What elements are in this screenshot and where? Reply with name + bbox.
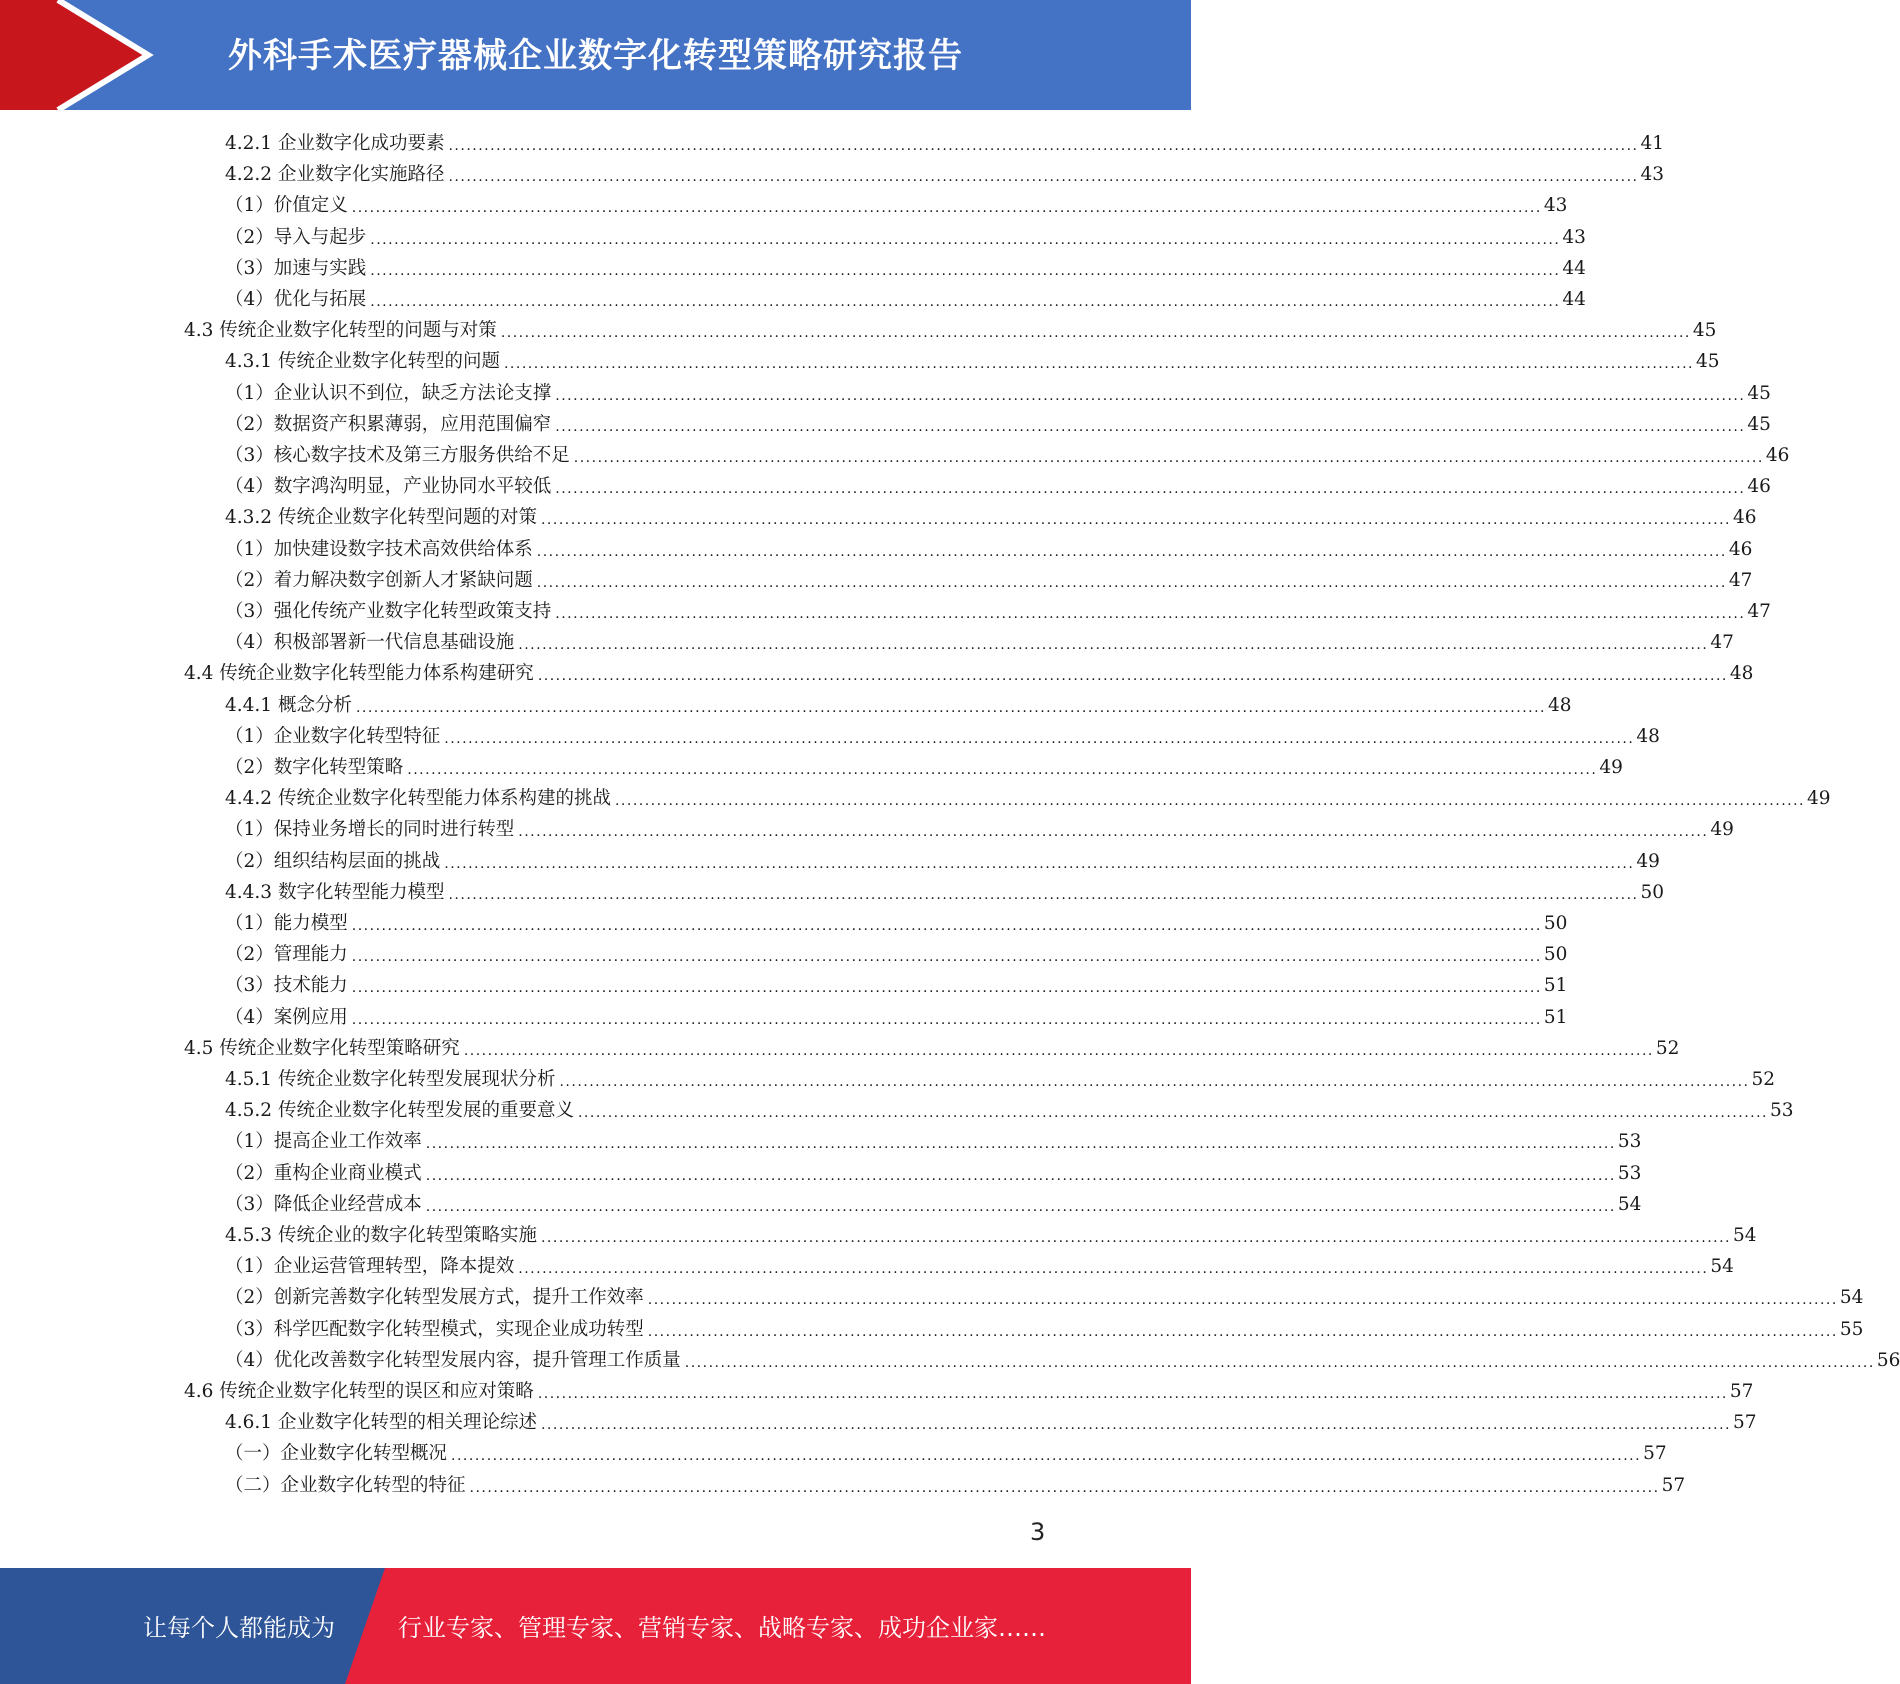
toc-entry-label: （1）价值定义 [225,195,348,217]
toc-entry[interactable] [225,970,1568,1001]
toc-dot-leader: ........................................................................................................................................................................................................ [518,824,1709,841]
toc-entry-label: （4）案例应用 [225,1006,348,1028]
toc-dot-leader: ........................................................................................................................................................................................................ [355,699,1546,716]
toc-dot-leader: ........................................................................................................................................................................................................ [540,1417,1732,1434]
toc-dot-leader: ........................................................................................................................................................................................................ [540,512,1732,529]
toc-entry-label: （2）数字化转型策略 [225,757,404,778]
toc-entry-label: （4）优化改善数字化转型发展内容，提升管理工作质量 [225,1349,681,1371]
toc-entry-label: 4.3 传统企业数字化转型的问题与对策 [184,320,497,342]
toc-entry-page: 45 [1747,382,1771,404]
toc-entry[interactable] [225,284,1586,315]
toc-entry-page: 43 [1640,164,1665,186]
toc-dot-leader: ........................................................................................................................................................................................................ [407,762,1598,778]
toc-entry-label: （1）企业数字化转型特征 [225,725,441,747]
toc-entry-label: （3）科学匹配数字化转型模式，实现企业成功转型 [225,1318,644,1340]
toc-entry-label: （2）着力解决数字创新人才紧缺问题 [225,569,533,591]
toc-entry-label: （一）企业数字化转型概况 [225,1443,448,1465]
toc-entry-page: 53 [1617,1131,1642,1153]
toc-entry-page: 46 [1728,538,1753,560]
toc-entry-label: （2）重构企业商业模式 [225,1162,422,1184]
toc-dot-leader: ........................................................................................................................................................................................................ [536,543,1727,560]
toc-dot-leader: ........................................................................................................................................................................................................ [351,200,1542,217]
toc-entry-label: （1）企业运营管理转型，降本提效 [225,1256,515,1278]
toc-entry-page: 53 [1770,1100,1794,1122]
toc-entry[interactable] [225,721,1660,752]
toc-entry-label: （1）企业认识不到位，缺乏方法论支撑 [225,382,552,404]
toc-dot-leader: ........................................................................................................................................................................................................ [448,886,1639,903]
toc-entry-label: 4.4 传统企业数字化转型能力体系构建研究 [184,663,534,685]
toc-dot-leader: ........................................................................................................................................................................................................ [425,1198,1616,1215]
toc-dot-leader: ........................................................................................................................................................................................................ [573,450,1764,466]
toc-entry-page: 48 [1548,694,1572,716]
toc-dot-leader: ........................................................................................................................................................................................................ [614,793,1806,810]
toc-entry[interactable] [225,814,1734,845]
toc-dot-leader: ........................................................................................................................................................................................................ [647,1323,1838,1340]
toc-entry[interactable] [225,1345,1900,1376]
toc-entry[interactable] [225,752,1623,783]
toc-entry[interactable] [225,222,1586,253]
toc-entry-label: （4）积极部署新一代信息基础设施 [225,632,515,654]
toc-entry-page: 46 [1765,445,1790,466]
toc-entry-page: 50 [1543,944,1568,966]
toc-dot-leader: ........................................................................................................................................................................................................ [370,294,1561,310]
toc-entry-label: （3）降低企业经营成本 [225,1193,422,1215]
toc-entry[interactable] [225,253,1586,284]
toc-dot-leader: ........................................................................................................................................................................................................ [536,574,1727,591]
toc-entry[interactable] [225,502,1757,533]
toc-entry-page: 57 [1643,1443,1667,1465]
toc-entry-label: 4.4.1 概念分析 [225,694,352,716]
toc-entry-label: （2）管理能力 [225,944,348,966]
toc-entry-page: 47 [1728,569,1753,591]
toc-dot-leader: ........................................................................................................................................................................................................ [518,637,1709,654]
footer-slogan-left: 让每个人都能成为 [143,1614,335,1642]
toc-entry-page: 46 [1733,507,1757,529]
toc-entry-page: 48 [1636,725,1660,747]
toc-dot-leader: ........................................................................................................................................................................................................ [537,1386,1728,1402]
toc-entry-page: 45 [1747,413,1771,435]
toc-entry-page: 49 [1636,850,1660,872]
footer-slogan-right: 行业专家、管理专家、营销专家、战略专家、成功企业家…… [398,1614,1046,1642]
toc-entry-page: 51 [1543,1006,1568,1028]
toc-dot-leader: ........................................................................................................................................................................................................ [444,730,1635,747]
header-band [0,0,1191,110]
toc-dot-leader: ........................................................................................................................................................................................................ [559,1074,1750,1090]
toc-entry-page: 43 [1543,195,1568,217]
toc-dot-leader: ........................................................................................................................................................................................................ [351,1011,1542,1028]
toc-entry[interactable] [225,1438,1667,1469]
toc-entry[interactable] [225,1095,1794,1126]
toc-entry-page: 57 [1661,1474,1686,1496]
toc-entry-page: 48 [1729,663,1754,685]
toc-dot-leader: ........................................................................................................................................................................................................ [425,1167,1616,1184]
toc-dot-leader: ........................................................................................................................................................................................................ [425,1136,1616,1153]
toc-entry-label: （3）技术能力 [225,975,348,997]
toc-entry-label: 4.4.2 传统企业数字化转型能力体系构建的挑战 [225,788,611,810]
report-title: 外科手术医疗器械企业数字化转型策略研究报告 [228,36,963,76]
toc-entry-label: （3）核心数字技术及第三方服务供给不足 [225,445,570,466]
toc-dot-leader: ........................................................................................................................................................................................................ [518,1261,1709,1278]
toc-entry[interactable] [225,1220,1757,1251]
toc-dot-leader: ........................................................................................................................................................................................................ [370,231,1561,248]
toc-entry-page: 49 [1599,757,1623,778]
toc-entry[interactable] [225,908,1568,939]
toc-entry[interactable] [184,315,1717,346]
toc-entry-label: （2）导入与起步 [225,226,367,248]
toc-entry-label: 4.6.1 企业数字化转型的相关理论综述 [225,1412,537,1434]
toc-dot-leader: ........................................................................................................................................................................................................ [684,1354,1875,1371]
toc-entry-page: 56 [1876,1349,1900,1371]
toc-entry[interactable] [225,939,1568,970]
toc-entry-page: 49 [1710,819,1734,841]
toc-entry-page: 52 [1751,1069,1776,1090]
toc-dot-leader: ........................................................................................................................................................................................................ [577,1105,1769,1122]
toc-entry[interactable] [225,1282,1864,1313]
toc-entry[interactable] [225,1002,1568,1033]
toc-entry-label: 4.4.3 数字化转型能力模型 [225,881,445,903]
toc-dot-leader: ........................................................................................................................................................................................................ [463,1042,1654,1059]
toc-dot-leader: ........................................................................................................................................................................................................ [555,606,1746,622]
toc-entry-page: 46 [1747,476,1771,498]
toc-entry-label: （3）强化传统产业数字化转型政策支持 [225,601,552,622]
toc-entry[interactable] [225,1158,1642,1189]
toc-entry[interactable] [184,1376,1754,1407]
toc-entry-label: 4.6 传统企业数字化转型的误区和应对策略 [184,1381,534,1402]
page-number: 3 [1030,1518,1046,1546]
toc-entry[interactable] [225,627,1734,658]
toc-dot-leader: ........................................................................................................................................................................................................ [370,262,1561,279]
toc-entry-label: （1）提高企业工作效率 [225,1131,422,1153]
toc-entry-page: 52 [1655,1037,1680,1059]
toc-entry-page: 43 [1562,226,1586,248]
toc-entry[interactable] [225,1407,1757,1438]
toc-entry[interactable] [225,690,1572,721]
toc-entry-label: 4.3.1 传统企业数字化转型的问题 [225,351,500,373]
toc-entry-page: 45 [1696,351,1720,373]
toc-entry-label: 4.5.3 传统企业的数字化转型策略实施 [225,1225,537,1246]
toc-entry[interactable] [225,783,1831,814]
toc-entry-label: （2）数据资产积累薄弱，应用范围偏窄 [225,413,552,435]
toc-entry-page: 47 [1747,601,1771,622]
toc-dot-leader: ........................................................................................................................................................................................................ [647,1292,1838,1309]
toc-dot-leader: ........................................................................................................................................................................................................ [555,418,1746,435]
toc-entry-label: （2）创新完善数字化转型发展方式，提升工作效率 [225,1287,644,1309]
toc-dot-leader: ........................................................................................................................................................................................................ [451,1448,1642,1465]
toc-entry[interactable] [225,159,1665,190]
toc-entry-label: （1）加快建设数字技术高效供给体系 [225,538,533,560]
toc-entry-page: 45 [1692,320,1717,342]
toc-entry-page: 47 [1710,632,1734,654]
toc-entry-label: 4.5.1 传统企业数字化转型发展现状分析 [225,1069,556,1090]
toc-entry-label: （二）企业数字化转型的特征 [225,1474,466,1496]
toc-entry[interactable] [225,1189,1642,1220]
toc-dot-leader: ........................................................................................................................................................................................................ [351,949,1542,966]
toc-entry[interactable] [225,565,1753,596]
toc-entry[interactable] [225,346,1720,377]
toc-entry-page: 54 [1617,1193,1642,1215]
toc-entry[interactable] [225,1314,1864,1345]
toc-entry-page: 44 [1562,257,1586,279]
toc-entry[interactable] [225,534,1753,565]
toc-dot-leader: ........................................................................................................................................................................................................ [555,387,1746,404]
toc-dot-leader: ........................................................................................................................................................................................................ [555,481,1746,498]
toc-entry-page: 54 [1710,1256,1734,1278]
toc-entry-label: （1）保持业务增长的同时进行转型 [225,819,515,841]
toc-entry[interactable] [225,409,1771,440]
toc-entry-page: 50 [1543,913,1568,934]
toc-entry[interactable] [225,1470,1686,1501]
toc-entry[interactable] [225,440,1790,471]
toc-dot-leader: ........................................................................................................................................................................................................ [503,356,1695,373]
toc-dot-leader: ........................................................................................................................................................................................................ [351,918,1542,934]
toc-entry-label: （3）加速与实践 [225,257,367,279]
toc-entry[interactable] [225,378,1771,409]
toc-entry-page: 53 [1617,1162,1642,1184]
toc-entry[interactable] [184,1033,1680,1064]
toc-entry-page: 54 [1733,1225,1757,1246]
toc-entry-label: （4）优化与拓展 [225,289,367,310]
toc-entry-page: 57 [1729,1381,1754,1402]
toc-entry[interactable] [225,1126,1642,1157]
toc-entry[interactable] [225,877,1665,908]
toc-entry[interactable] [225,596,1771,627]
toc-entry[interactable] [225,1251,1734,1282]
toc-dot-leader: ........................................................................................................................................................................................................ [500,325,1691,342]
toc-entry-page: 55 [1839,1318,1864,1340]
toc-entry-page: 44 [1562,289,1586,310]
toc-entry-label: 4.3.2 传统企业数字化转型问题的对策 [225,507,537,529]
toc-dot-leader: ........................................................................................................................................................................................................ [351,980,1542,997]
toc-entry-page: 57 [1733,1412,1757,1434]
toc-entry-label: 4.5 传统企业数字化转型策略研究 [184,1037,460,1059]
toc-entry-page: 41 [1640,133,1665,154]
toc-dot-leader: ........................................................................................................................................................................................................ [537,668,1728,685]
toc-entry[interactable] [225,128,1665,159]
toc-entry[interactable] [225,846,1660,877]
toc-entry-label: （1）能力模型 [225,913,348,934]
toc-dot-leader: ........................................................................................................................................................................................................ [448,138,1639,154]
toc-entry-label: （2）组织结构层面的挑战 [225,850,441,872]
toc-entry-page: 54 [1839,1287,1864,1309]
footer-band [0,1568,1191,1684]
toc-entry[interactable] [225,1064,1776,1095]
toc-entry-label: 4.5.2 传统企业数字化转型发展的重要意义 [225,1100,574,1122]
toc-dot-leader: ........................................................................................................................................................................................................ [540,1230,1732,1246]
toc-entry-label: （4）数字鸿沟明显，产业协同水平较低 [225,476,552,498]
toc-entry-label: 4.2.1 企业数字化成功要素 [225,133,445,154]
toc-entry-page: 50 [1640,881,1665,903]
toc-entry[interactable] [225,190,1568,221]
toc-dot-leader: ........................................................................................................................................................................................................ [448,169,1639,186]
toc-dot-leader: ........................................................................................................................................................................................................ [469,1479,1660,1496]
toc-entry-page: 51 [1543,975,1568,997]
toc-entry-label: 4.2.2 企业数字化实施路径 [225,164,445,186]
toc-dot-leader: ........................................................................................................................................................................................................ [444,855,1635,872]
toc-entry-page: 49 [1807,788,1831,810]
toc-entry[interactable] [184,658,1754,689]
toc-entry[interactable] [225,471,1771,502]
